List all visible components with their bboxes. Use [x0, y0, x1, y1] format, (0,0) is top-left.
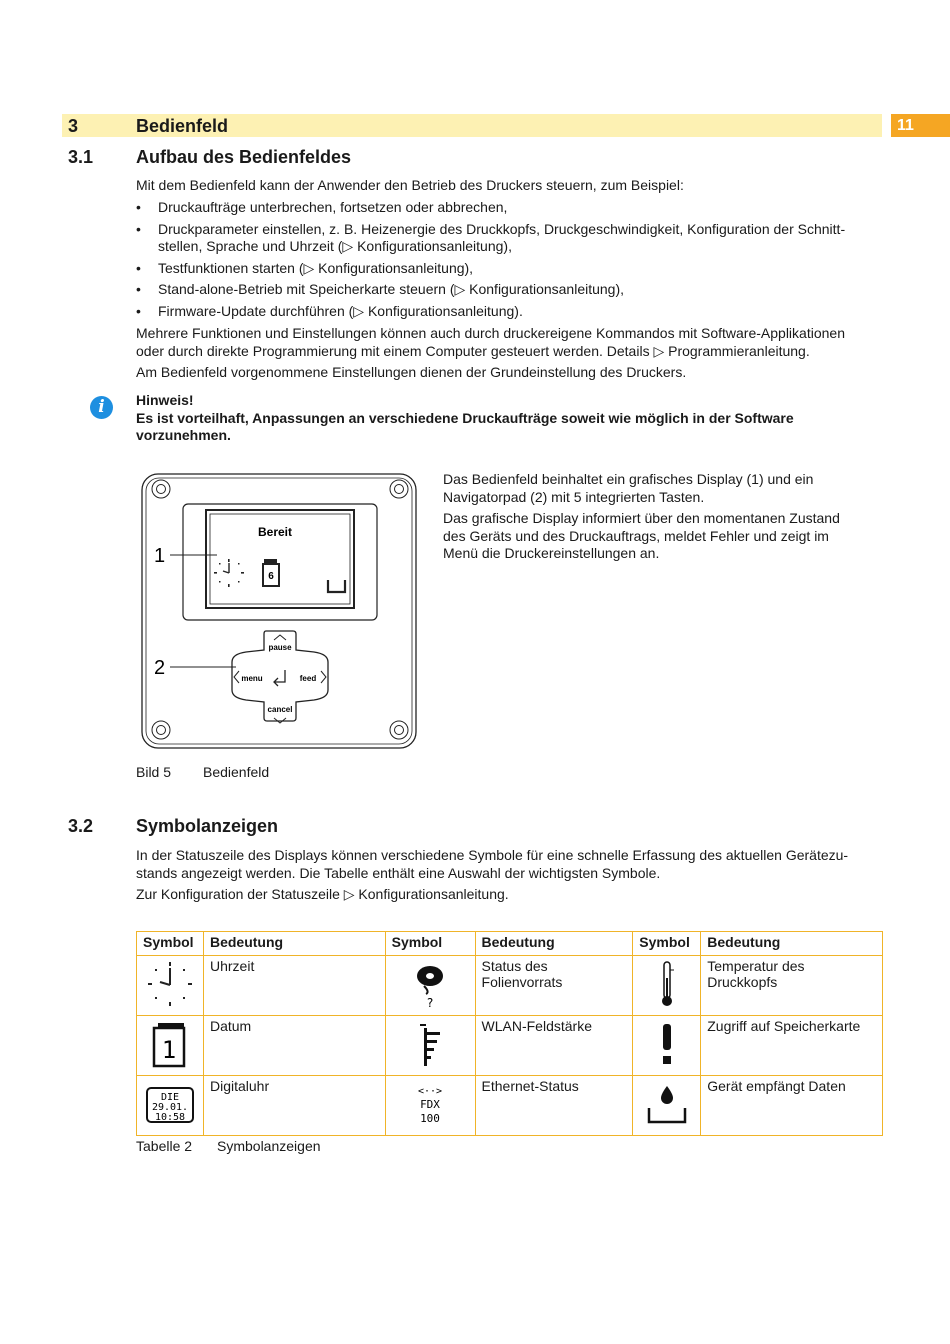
page-number: 11 — [891, 114, 950, 137]
figure-description — [443, 471, 863, 563]
figure-text: Das grafische Display informiert über den momentanen Zustand des Geräts und des Druckauftrags, meldet Fehler und zeigt im Menü die Druckereinstellungen an. — [443, 510, 840, 561]
table-cell: Datum — [203, 1016, 385, 1076]
calendar-icon — [263, 559, 279, 586]
table-cell: Gerät empfängt Daten — [701, 1076, 883, 1136]
clock-icon — [144, 958, 196, 1010]
svg-text:1: 1 — [161, 1036, 177, 1064]
paragraph: Mehrere Funktionen und Einstellungen können auch durch druckereigene Kommandos mit Software-Applikationen oder durch direkte Programmierung mit einem Computer gesteuert werden. Details ▷ Programmieranleitung. — [136, 325, 845, 359]
intro-paragraph: Mit dem Bedienfeld kann der Anwender den Betrieb des Druckers steuern, zum Beispiel: — [136, 177, 684, 193]
list-item: • Firmware-Update durchführen (▷ Konfigurationsanleitung). — [136, 303, 876, 321]
cancel-key[interactable]: cancel — [267, 705, 293, 714]
note — [136, 392, 836, 445]
table-cell: Ethernet-Status — [475, 1076, 633, 1136]
table-caption-label: Tabelle 2 — [136, 1138, 193, 1154]
paragraph: In der Statuszeile des Displays können verschiedene Symbole für eine schnelle Erfassung des aktuellen Gerätezustands angezeigt werden. Die Tabelle enthält eine Auswahl der wichtigsten Symbole. — [136, 847, 849, 881]
section-number: 3.2 — [68, 816, 94, 836]
figure-caption-label: Bild 5 — [136, 764, 172, 780]
svg-text:29.01.: 29.01. — [151, 1102, 189, 1113]
table-header: Symbol — [633, 932, 701, 956]
table-cell: Digitaluhr — [203, 1076, 385, 1136]
callout-1: 1 — [154, 545, 166, 567]
table-cell: WLAN-Feldstärke — [475, 1016, 633, 1076]
table-row — [137, 956, 883, 1016]
callout-2: 2 — [154, 657, 166, 679]
table-caption-text: Symbolanzeigen — [217, 1138, 321, 1154]
symbol-table — [136, 931, 883, 1136]
figure-caption-text: Bedienfeld — [203, 764, 270, 780]
table-cell: Temperatur des Druckkopfs — [701, 956, 883, 1016]
svg-text:10:58: 10:58 — [154, 1112, 186, 1123]
figure-text: Das Bedienfeld beinhaltet ein grafisches Display (1) und ein Navigatorpad (2) mit 5 integrierten Tasten. — [443, 471, 814, 505]
table-header: Symbol — [137, 932, 204, 956]
section-title: Aufbau des Bedienfeldes — [136, 147, 352, 167]
table-header: Symbol — [385, 932, 475, 956]
table-cell: Status des Folienvorrats — [475, 956, 633, 1016]
ethernet-status-icon — [404, 1078, 456, 1130]
feed-key[interactable]: feed — [299, 674, 317, 683]
chapter-title: Bedienfeld — [136, 116, 229, 136]
svg-text:6: 6 — [268, 571, 274, 582]
svg-text:FDX: FDX — [420, 1098, 440, 1111]
wlan-strength-icon — [404, 1018, 456, 1070]
calendar-icon — [144, 1018, 196, 1070]
paragraph: Am Bedienfeld vorgenommene Einstellungen dienen der Grundeinstellung des Druckers. — [136, 364, 687, 380]
list-item: • Stand-alone-Betrieb mit Speicherkarte steuern (▷ Konfigurationsanleitung), — [136, 281, 876, 299]
display-text: Bereit — [257, 525, 293, 539]
table-header: Bedeutung — [475, 932, 633, 956]
table-header: Bedeutung — [701, 932, 883, 956]
paragraph: Zur Konfiguration der Statuszeile ▷ Konfigurationsanleitung. — [136, 886, 509, 902]
section-title: Symbolanzeigen — [136, 816, 279, 836]
bullet-list — [136, 199, 876, 324]
chapter-number: 3 — [68, 116, 79, 136]
svg-text:DIE: DIE — [160, 1092, 180, 1103]
list-item: • Testfunktionen starten (▷ Konfigurationsanleitung), — [136, 260, 876, 278]
table-cell: Uhrzeit — [203, 956, 385, 1016]
ribbon-status-icon — [404, 958, 456, 1010]
note-text: Es ist vorteilhaft, Anpassungen an verschiedene Druckaufträge soweit wie möglich in der Software vorzunehmen. — [136, 409, 794, 443]
section-number: 3.1 — [68, 147, 94, 167]
svg-text:<··>: <··> — [418, 1086, 443, 1097]
receive-data-icon — [641, 1078, 693, 1130]
info-icon: i — [90, 396, 113, 419]
pause-key[interactable]: pause — [268, 643, 292, 652]
list-item: • Druckaufträge unterbrechen, fortsetzen oder abbrechen, — [136, 199, 876, 217]
svg-text:?: ? — [426, 996, 434, 1010]
table-row — [137, 1016, 883, 1076]
thermometer-icon — [647, 958, 687, 1010]
exclamation-icon — [647, 1018, 687, 1070]
table-cell: Zugriff auf Speicherkarte — [701, 1016, 883, 1076]
control-panel-figure — [136, 468, 426, 758]
table-header-row — [137, 932, 883, 956]
table-header: Bedeutung — [203, 932, 385, 956]
menu-key[interactable]: menu — [241, 674, 263, 683]
list-item: • Druckparameter einstellen, z. B. Heizenergie des Druckkopfs, Druckgeschwindigkeit, Konfiguration der Schnittstellen, Sprache und Uhrzeit (▷ Konfigurationsanleitung), — [136, 221, 876, 256]
digital-clock-icon — [144, 1078, 196, 1130]
table-row — [137, 1076, 883, 1136]
svg-text:100: 100 — [420, 1112, 440, 1125]
note-title: Hinweis! — [136, 392, 194, 408]
